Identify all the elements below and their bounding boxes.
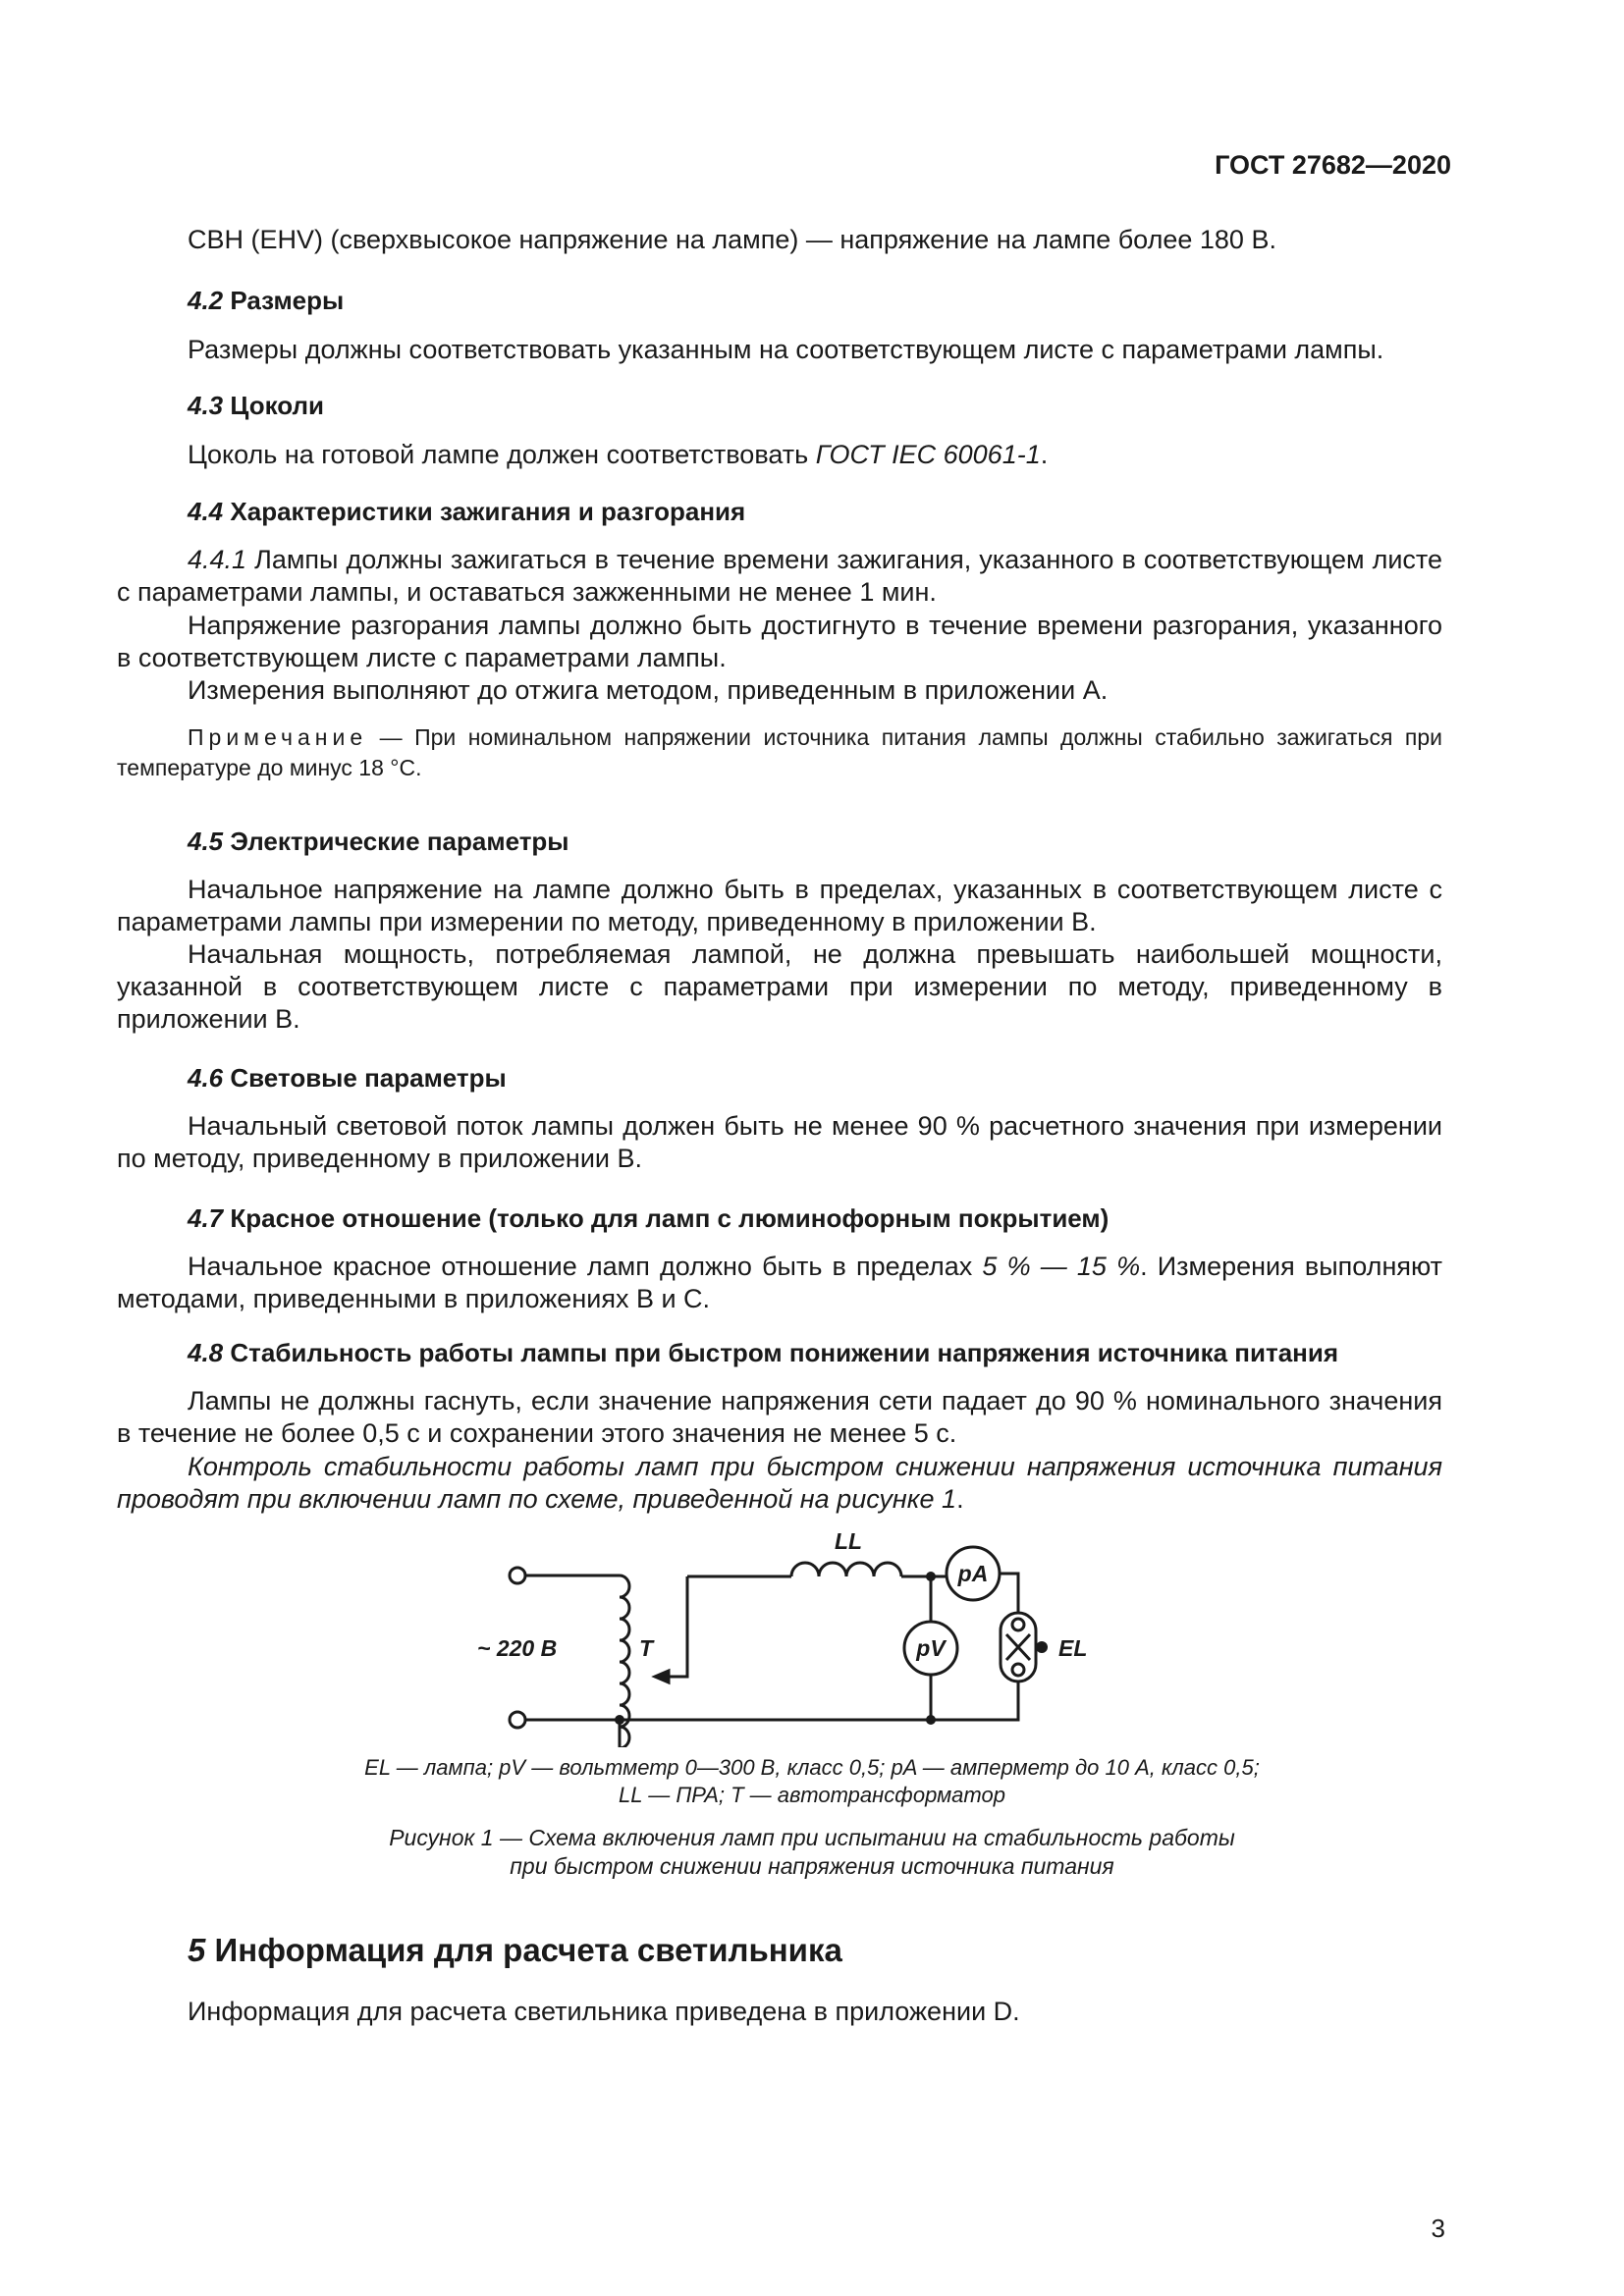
junction-dot (615, 1715, 624, 1725)
paragraph-4-4-1-b: Напряжение разгорания лампы должно быть достигнуто в течение времени разгорания, указанного в соответствующем листе с параметрами лампы. (117, 611, 1442, 672)
section-heading-4-2 (188, 286, 344, 316)
caption-line: при быстром снижении напряжения источника питания (510, 1853, 1114, 1879)
section-heading-4-4 (188, 497, 745, 527)
section-title: Стабильность работы лампы при быстром понижении напряжения источника питания (230, 1338, 1339, 1367)
section-title: Красное отношение (только для ламп с люминофорным покрытием) (230, 1203, 1110, 1233)
supply-label: ~ 220 В (477, 1635, 558, 1661)
section-number: 4.7 (188, 1203, 224, 1233)
text: . Измерения выполняют методами, приведенными в приложениях В и С. (117, 1252, 1442, 1313)
text: Лампы должны зажигаться в течение времени зажигания, указанного в соответствующем листе с параметрами лампы, и оставаться зажженными не менее 1 мин. (117, 545, 1442, 607)
section-title: Цоколи (230, 391, 324, 420)
legend-line: LL — ПРА; T — автотрансформатор (619, 1783, 1005, 1807)
section-heading-4-8 (188, 1338, 1338, 1368)
paragraph-4-8-b (117, 1451, 1442, 1516)
section-number: 4.5 (188, 827, 224, 856)
circuit-diagram (0, 1512, 1624, 1747)
paragraph-4-8-a: Лампы не должны гаснуть, если значение напряжения сети падает до 90 % номинального значения в течение не более 0,5 с и сохранении этого значения не менее 5 с. (117, 1386, 1442, 1448)
supply-terminal-bottom (510, 1712, 525, 1728)
wire-tap (655, 1576, 687, 1677)
note (117, 722, 1442, 783)
range-value: 5 % — 15 % (982, 1252, 1141, 1281)
section-number: 4.2 (188, 286, 224, 315)
junction-dot (926, 1572, 936, 1581)
page-number: 3 (1431, 2214, 1445, 2243)
paragraph-4-4-1 (117, 544, 1442, 609)
lamp-label: EL (1058, 1635, 1088, 1661)
paragraph-4-2: Размеры должны соответствовать указанным на соответствующем листе с параметрами лампы. (188, 335, 1384, 364)
paragraph-4-4-1-c: Измерения выполняют до отжига методом, приведенным в приложении А. (188, 675, 1109, 705)
section-heading-4-7 (188, 1203, 1109, 1234)
text: Контроль стабильности работы ламп при быстром снижении напряжения источника питания проводят при включении ламп по схеме, приведенной на рисунке 1 (117, 1452, 1442, 1514)
section-title: Размеры (230, 286, 345, 315)
text: . (1040, 440, 1049, 469)
text: . (956, 1484, 964, 1514)
section-heading-4-3 (188, 391, 324, 421)
section-number: 4.8 (188, 1338, 224, 1367)
standard-reference: ГОСТ IEC 60061-1 (815, 440, 1041, 469)
voltmeter-label: pV (916, 1635, 946, 1661)
section-title: Электрические параметры (230, 827, 569, 856)
supply-terminal-top (510, 1568, 525, 1583)
paragraph-5: Информация для расчета светильника приведена в приложении D. (188, 1997, 1020, 2026)
note-label: Примечание (188, 724, 368, 750)
caption-line: Рисунок 1 — Схема включения ламп при испытании на стабильность работы (389, 1825, 1235, 1850)
section-heading-5 (188, 1932, 842, 1969)
tap-arrow (655, 1671, 669, 1682)
paragraph-4-5-b: Начальная мощность, потребляемая лампой, не должна превышать наибольшей мощности, указанной в соответствующем листе с параметрами при измерении по методу, приведенному в приложении В. (117, 939, 1442, 1034)
section-heading-4-6 (188, 1063, 507, 1094)
paragraph-4-3 (117, 439, 1442, 471)
paragraph-4-6: Начальный световой поток лампы должен быть не менее 90 % расчетного значения при измерении по методу, приведенному в приложении В. (117, 1111, 1442, 1173)
text: Начальное красное отношение ламп должно быть в пределах (188, 1252, 983, 1281)
section-number: 4.6 (188, 1063, 224, 1093)
note-text: — При номинальном напряжении источника питания лампы должны стабильно зажигаться при температуре до минус 18 °С. (117, 724, 1442, 780)
clause-number: 4.4.1 (188, 545, 247, 574)
section-title: Световые параметры (230, 1063, 507, 1093)
text: Цоколь на готовой лампе должен соответствовать (188, 440, 816, 469)
section-heading-4-5 (188, 827, 569, 857)
section-title: Характеристики зажигания и разгорания (230, 497, 746, 526)
lamp-cross (1006, 1634, 1030, 1660)
paragraph-4-5-a: Начальное напряжение на лампе должно быть в пределах, указанных в соответствующем листе с параметрами лампы при измерении по методу, приведенному в приложении В. (117, 875, 1442, 936)
document-header: ГОСТ 27682—2020 (1215, 150, 1451, 180)
ammeter-label: pA (957, 1561, 989, 1586)
section-title: Информация для расчета светильника (214, 1932, 842, 1968)
lamp-electrode (1012, 1664, 1024, 1676)
transformer-label: T (639, 1635, 654, 1661)
junction-dot (926, 1715, 936, 1725)
section-number: 4.3 (188, 391, 224, 420)
wire-lamp (1000, 1574, 1018, 1613)
paragraph-4-7 (117, 1251, 1442, 1315)
lamp-dot (1036, 1641, 1048, 1653)
ballast-label: LL (835, 1528, 863, 1554)
legend-line: EL — лампа; pV — вольтметр 0—300 В, класс 0,5; pA — амперметр до 10 А, класс 0,5; (364, 1755, 1260, 1780)
section-number: 4.4 (188, 497, 224, 526)
figure-caption (0, 1824, 1624, 1881)
section-number: 5 (188, 1932, 206, 1968)
paragraph-svn: СВН (EHV) (сверхвысокое напряжение на лампе) — напряжение на лампе более 180 В. (188, 225, 1276, 254)
wire-bottom (525, 1682, 1018, 1720)
ballast-coil (791, 1563, 901, 1576)
lamp-electrode (1012, 1619, 1024, 1630)
figure-legend (0, 1754, 1624, 1809)
